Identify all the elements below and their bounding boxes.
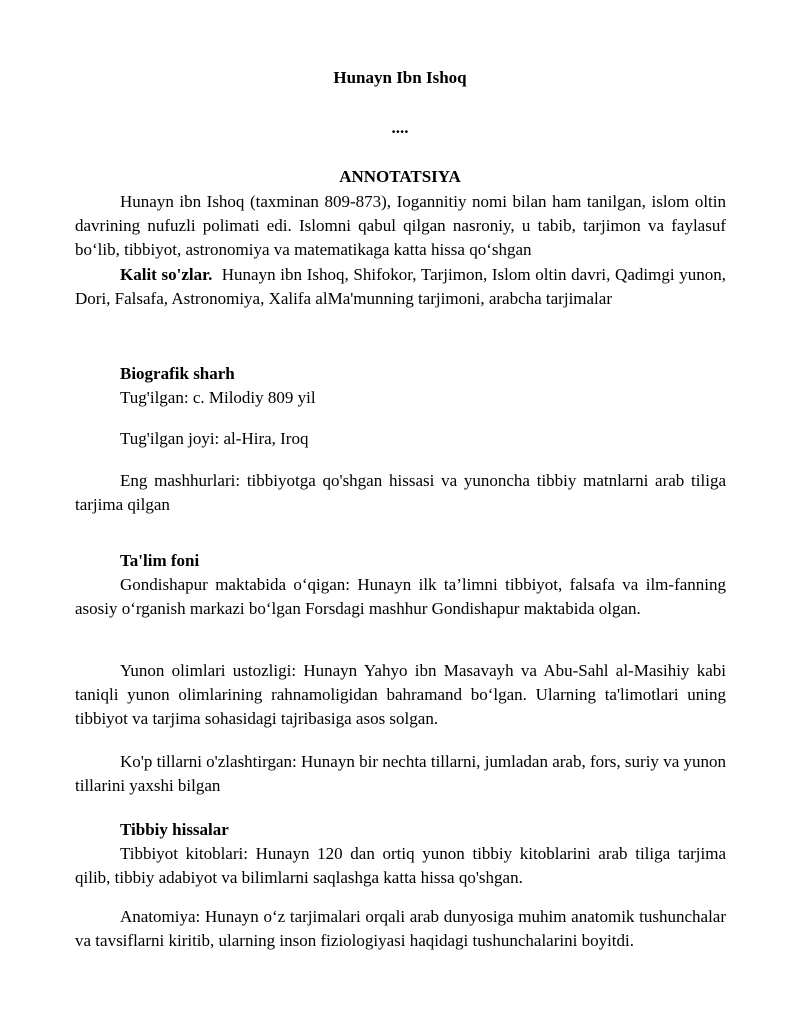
document-title: Hunayn Ibn Ishoq — [333, 68, 467, 87]
keywords-text: Hunayn ibn Ishoq, Shifokor, Tarjimon, Islom oltin davri, Qadimgi yunon, Dori, Falsafa, Astronomiya, Xalifa alMa'munning tarjimoni, arabcha tarjimalar — [75, 265, 726, 308]
medical-paragraph-2: Anatomiya: Hunayn o‘z tarjimalari orqali arab dunyosiga muhim anatomik tushunchalar va tavsiflarni kiritib, ularning inson fiziologiyasi haqidagi tushunchalarini boyitdi. — [75, 907, 726, 950]
education-heading: Ta'lim foni — [120, 551, 200, 570]
education-paragraph-3: Ko'p tillarni o'zlashtirgan: Hunayn bir nechta tillarni, jumladan arab, fors, suriy va yunon tillarini yaxshi bilgan — [75, 752, 726, 795]
author-placeholder: .... — [391, 118, 409, 137]
medical-heading: Tibbiy hissalar — [120, 820, 229, 839]
medical-paragraph-1: Tibbiyot kitoblari: Hunayn 120 dan ortiq yunon tibbiy kitoblarini arab tiliga tarjima qilib, tibbiy adabiyot va bilimlarni saqlashga katta hissa qo'shgan. — [75, 844, 726, 887]
annotation-paragraph: Hunayn ibn Ishoq (taxminan 809-873), Iogannitiy nomi bilan ham tanilgan, islom oltin davrining nufuzli polimati edi. Islomni qabul qilgan nasroniy, u tabib, tarjimon va faylasuf bo‘lib, tibbiyot, astronomiya va matematikaga katta hissa qo‘shgan — [75, 192, 726, 259]
bio-born: Tug'ilgan: c. Milodiy 809 yil — [120, 388, 316, 407]
annotation-heading: ANNOTATSIYA — [339, 167, 461, 186]
bio-heading: Biografik sharh — [120, 364, 235, 383]
bio-birthplace: Tug'ilgan joyi: al-Hira, Iroq — [120, 429, 309, 448]
education-paragraph-1: Gondishapur maktabida o‘qigan: Hunayn ilk ta’limni tibbiyot, falsafa va ilm-fanning asosiy o‘rganish markazi bo‘lgan Forsdagi mashhur Gondishapur maktabida olgan. — [75, 575, 726, 618]
education-paragraph-2: Yunon olimlari ustozligi: Hunayn Yahyo ibn Masavayh va Abu-Sahl al-Masihiy kabi taniqli yunon olimlarining rahnamoligidan bahramand bo‘lgan. Ularning ta'limotlari uning tibbiyot va tarjima sohasidagi tajribasiga asos solgan. — [75, 661, 726, 728]
bio-famous: Eng mashhurlari: tibbiyotga qo'shgan hissasi va yunoncha tibbiy matnlarni arab tiliga tarjima qilgan — [75, 471, 726, 514]
keywords-label: Kalit so'zlar. — [120, 265, 213, 284]
keywords-paragraph — [75, 263, 726, 311]
